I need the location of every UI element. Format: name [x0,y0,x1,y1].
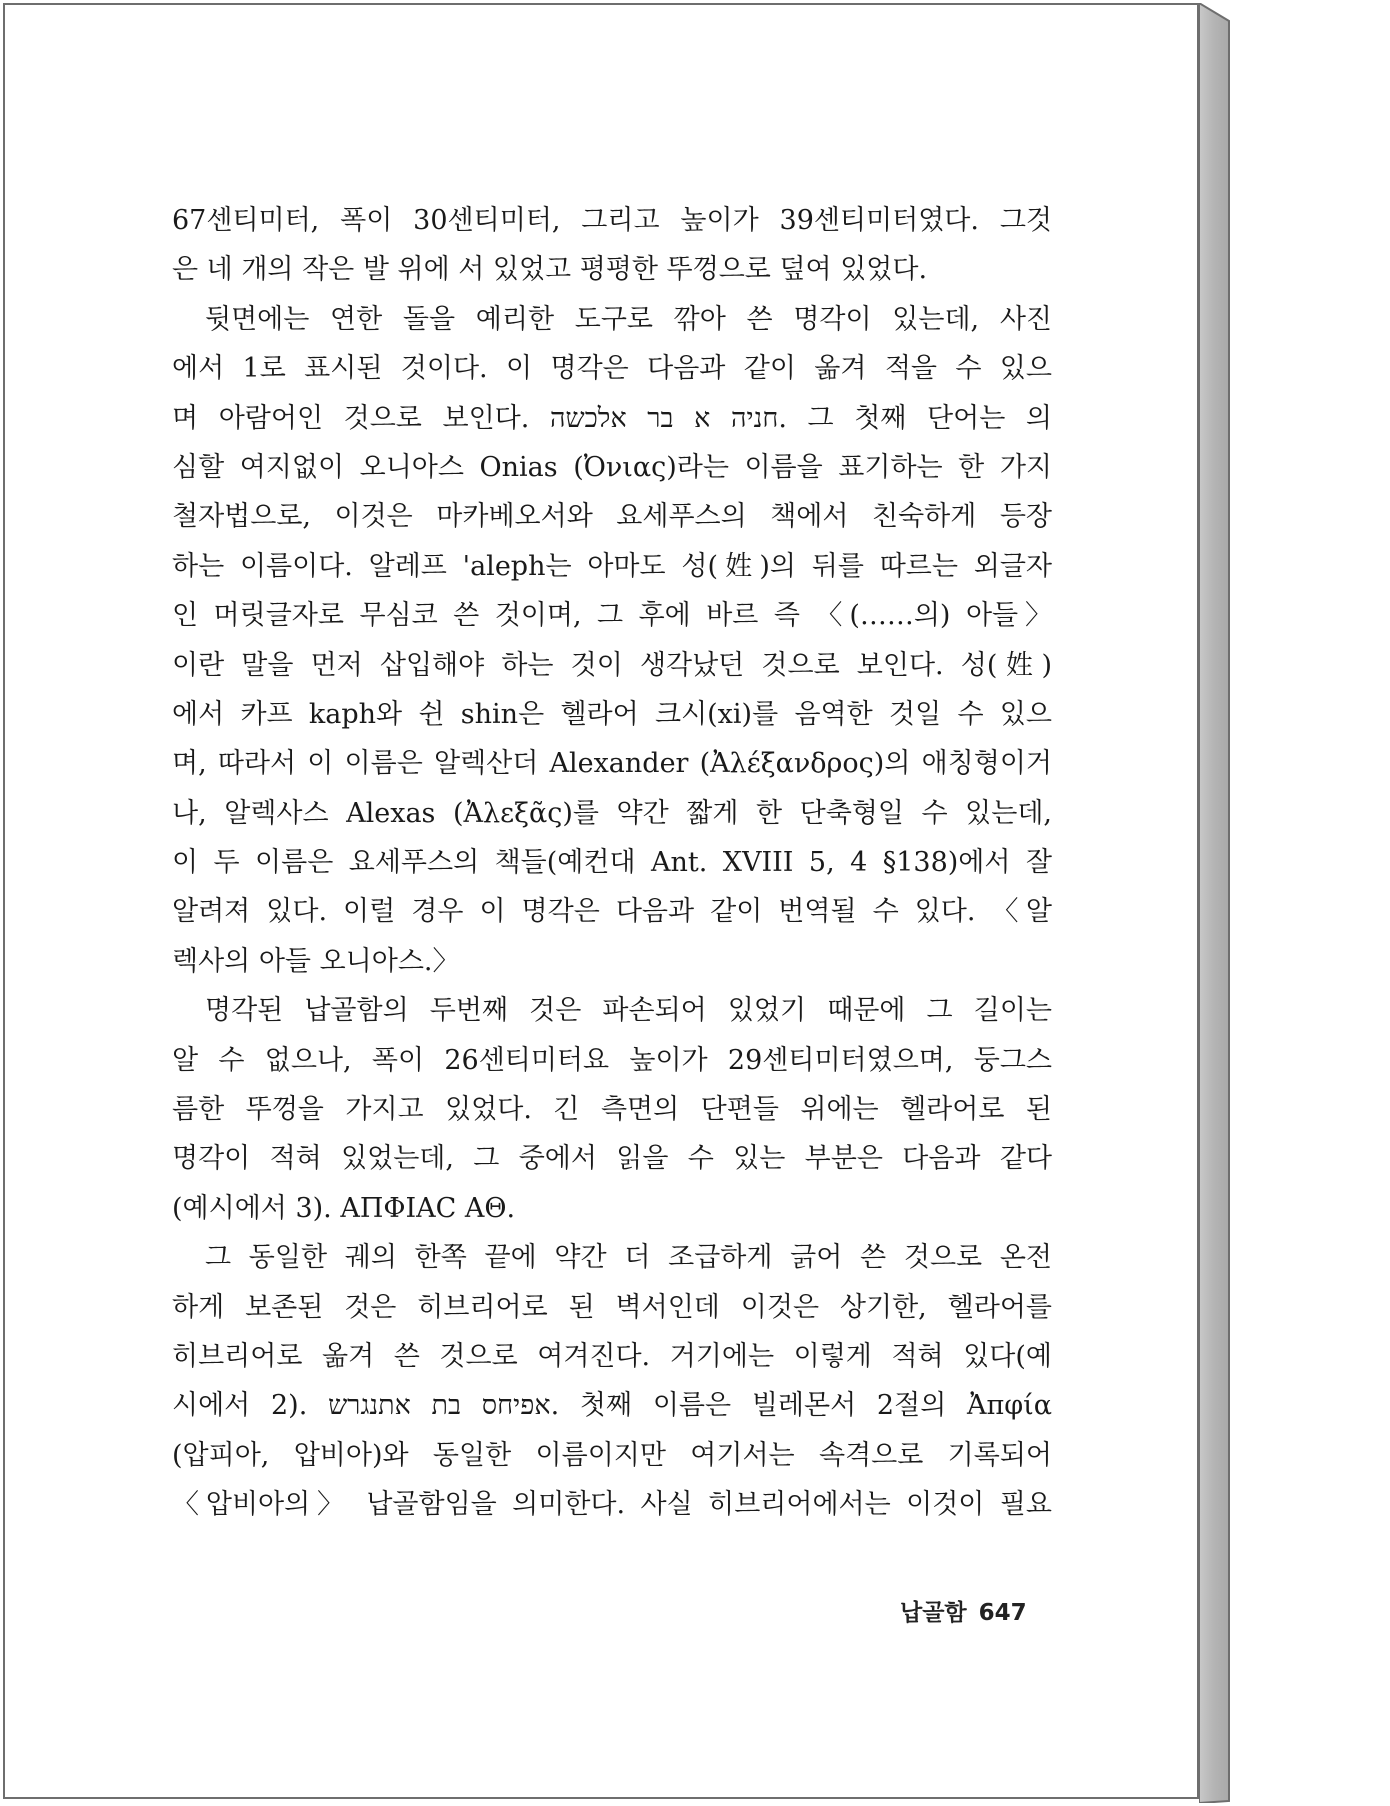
text-line: 〈압비아의〉 납골함임을 의미한다. 사실 히브리어에서는 이것이 필요 [172,1489,1052,1521]
page-footer [900,1594,1027,1627]
text-line: 하게 보존된 것은 히브리어로 된 벽서인데 이것은 상기한, 헬라어를 [172,1291,1052,1323]
paragraph-start-line: 뒷면에는 연한 돌을 예리한 도구로 깎아 쓴 명각이 있는데, 사진 [205,303,1052,335]
text-line: 며 아람어인 것으로 보인다. חניה א בר אלכשה. 그 첫째 단어는 의 [172,402,1052,434]
text-line: 은 네 개의 작은 발 위에 서 있었고 평평한 뚜껑으로 덮여 있었다. [172,254,928,286]
text-line: 렉사의 아들 오니아스.〉 [172,945,460,977]
text-line: 나, 알렉사스 Alexas (Ἀλεξᾶς)를 약간 짧게 한 단축형일 수 있는데, [172,797,1052,829]
text-line: 하는 이름이다. 알레프 'aleph는 아마도 성(姓)의 뒤를 따르는 외글자 [172,550,1052,582]
text-line: (예시에서 3). ΑΠΦΙΑC ΑΘ. [172,1192,516,1224]
text-line: 이란 말을 먼저 삽입해야 하는 것이 생각났던 것으로 보인다. 성(姓) [172,649,1052,681]
text-line: 이 두 이름은 요세푸스의 책들(예컨대 Ant. XVIII 5, 4 §138)에서 잘 [172,847,1052,879]
body-text [172,196,1052,1530]
text-line: 에서 카프 kaph와 쉰 shin은 헬라어 크시(xi)를 음역한 것일 수 있으 [172,698,1052,730]
running-title: 납골함 [900,1600,967,1626]
text-line: (압피아, 압비아)와 동일한 이름이지만 여기서는 속격으로 기록되어 [172,1439,1052,1471]
text-line: 시에서 2). אפיחס בת אתנגרש. 첫째 이름은 빌레몬서 2절의 Ἀπφία [172,1390,1052,1422]
page-edge [1199,3,1231,1803]
text-line: 철자법으로, 이것은 마카베오서와 요세푸스의 책에서 친숙하게 등장 [172,501,1052,533]
page-number: 647 [978,1600,1027,1626]
text-line: 인 머릿글자로 무심코 쓴 것이며, 그 후에 바르 즉 〈(……의) 아들〉 [172,600,1052,632]
text-line: 알 수 없으나, 폭이 26센티미터요 높이가 29센티미터였으며, 둥그스 [172,1044,1052,1076]
text-line: 름한 뚜껑을 가지고 있었다. 긴 측면의 단편들 위에는 헬라어로 된 [172,1094,1052,1126]
text-line: 심할 여지없이 오니아스 Onias (Ὀνιας)라는 이름을 표기하는 한 가지 [172,451,1052,483]
text-line: 에서 1로 표시된 것이다. 이 명각은 다음과 같이 옮겨 적을 수 있으 [172,353,1052,385]
text-line: 며, 따라서 이 이름은 알렉산더 Alexander (Ἀλέξανδρος)의 애칭형이거 [172,748,1052,780]
text-line: 명각이 적혀 있었는데, 그 중에서 읽을 수 있는 부분은 다음과 같다 [172,1143,1052,1175]
paragraph-start-line: 명각된 납골함의 두번째 것은 파손되어 있었기 때문에 그 길이는 [205,995,1052,1027]
paragraph-start-line: 그 동일한 궤의 한쪽 끝에 약간 더 조급하게 긁어 쓴 것으로 온전 [205,1242,1052,1274]
text-line: 67센티미터, 폭이 30센티미터, 그리고 높이가 39센티미터였다. 그것 [172,205,1052,236]
text-line: 히브리어로 옮겨 쓴 것으로 여겨진다. 거기에는 이렇게 적혀 있다(예 [172,1340,1052,1372]
text-line: 알려져 있다. 이럴 경우 이 명각은 다음과 같이 번역될 수 있다. 〈알 [172,896,1052,928]
